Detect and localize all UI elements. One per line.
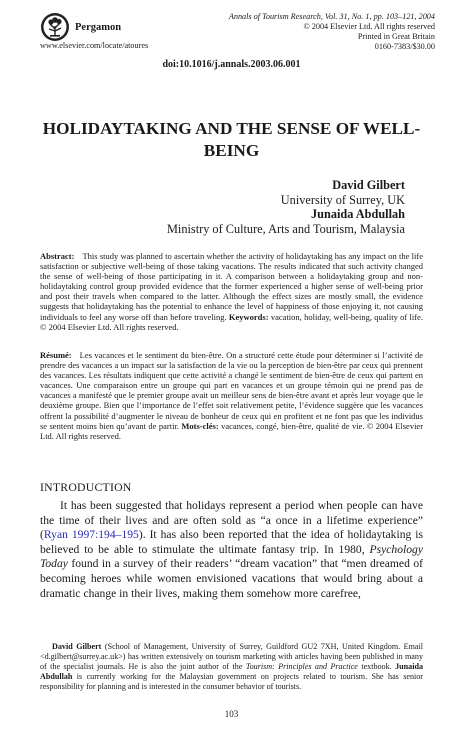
intro-text-3: found in a survey of their readers’ “dream vacation” that “men dreamed of becoming heroes while women envisioned vacations that would bring about a dramatic change in their lives, making them somehow more carefree,: [40, 557, 423, 600]
keywords-label: Keywords:: [228, 311, 269, 322]
intro-text-2: ). It has also been reported that the idea of holidaytaking is believed to be able to stimulate the ultimate fantasy trip. In 1980,: [40, 528, 423, 556]
author-block: [167, 178, 405, 236]
printed-line: Printed in Great Britain: [357, 32, 435, 41]
mots-cles-text: vacances, congé, bien-être, qualité de vie. © 2004 Elsevier Ltd. All rights reserved.: [40, 420, 424, 441]
resume: [40, 350, 423, 441]
footnote-text-2: textbook.: [357, 662, 396, 672]
journal-info: [229, 12, 435, 52]
elsevier-tree-logo-icon: [40, 12, 70, 42]
magazine-title: Psychology Today: [40, 542, 423, 571]
journal-url-link[interactable]: www.elsevier.com/locate/atoures: [40, 41, 149, 50]
author-name: Junaida Abdullah: [311, 207, 405, 222]
abstract-label: Abstract:: [40, 251, 75, 261]
author-affiliation: University of Surrey, UK: [280, 192, 405, 207]
doi-link[interactable]: doi:10.1016/j.annals.2003.06.001: [162, 59, 301, 70]
author-footnote: [40, 642, 423, 692]
copyright-line: © 2004 Elsevier Ltd. All rights reserved: [303, 22, 435, 31]
article-title: HOLIDAYTAKING AND THE SENSE OF WELL-BEING: [42, 119, 421, 160]
citation-link[interactable]: Ryan 1997:194–195: [43, 528, 139, 542]
abstract: [40, 251, 423, 332]
issn-line: 0160-7383/$30.00: [374, 42, 435, 51]
resume-label: Résumé:: [40, 350, 72, 360]
introduction-paragraph: [40, 499, 423, 601]
page-number: 103: [224, 709, 239, 719]
resume-text: Les vacances et le sentiment du bien-être. On a structuré cette étude pour déterminer si l’activité de prendre des vacances a un impact sur la satisfaction de la vie ou la perception de bien-être par ceux qui prennent des vacances. Les résultats indiquent que cette activité a changé le sentiment de bien-être de ceux qui partent en vacances. Une comparaison entre un groupe qui part en vacances et un groupe témoin qui ne prend pas de vacances a manifesté que le premier groupe avait un meilleur sens de bien-être avant et après leur voyage que le deuxième groupe. Bien que l’importance de l’effet soit relativement petite, l’évidence suggère que les vacances offrent la possibilité d’augmenter le niveau de bonheur de ceux qui en profitent et ne font pas que les individus se sentent moins bien qu’avant de partir.: [40, 350, 423, 431]
publisher-name: Pergamon: [75, 22, 122, 33]
footnote-text-1: (School of Management, University of Surrey, Guildford GU2 7XH, United Kingdom. Email <d.gilbert@surrey.ac.uk>) has written extensively on tourism marketing with articles having been published in many of the specialist journals. He is also the joint author of the: [40, 642, 423, 672]
keywords-text: vacation, holiday, well-being, quality of life. © 2004 Elsevier Ltd. All rights reserved.: [40, 311, 423, 332]
footnote-book-title: Tourism: Principles and Practice: [245, 662, 358, 672]
author-affiliation: Ministry of Culture, Arts and Tourism, Malaysia: [167, 221, 405, 236]
footnote-author-1: David Gilbert: [52, 642, 102, 651]
abstract-text: This study was planned to ascertain whether the activity of holidaytaking has any impact on the life satisfaction or subjective well-being of those taking vacations. The results indicated that such activity changed the sense of well-being of those participating in it. A comparison between a holidaytaking group and non-holidaytaking control group provided evidence that the former experienced a higher sense of well-being prior and post their travels when compared to the latter. Although the effect sizes are mostly small, the evidence suggests that holidaytaking has the potential to enhance the level of happiness of those enjoying it, not causing individuals to feel any worse off than before traveling.: [40, 251, 423, 322]
footnote-text-3: is currently working for the Malaysian government on projects related to tourism. She has senior responsibility for planning and is interested in the consumer behavior of tourists.: [40, 672, 423, 692]
author-name: David Gilbert: [332, 178, 405, 192]
mots-cles-label: Mots-clés:: [181, 420, 219, 431]
section-heading: INTRODUCTION: [40, 480, 132, 494]
journal-citation: Annals of Tourism Research, Vol. 31, No. 1, pp. 103–121, 2004: [228, 12, 435, 21]
footnote-author-2: Junaida Abdullah: [40, 662, 423, 682]
intro-text-1: It has been suggested that holidays represent a period when people can have the time of their lives and are often sold as “a once in a lifetime experience” (: [40, 499, 423, 542]
